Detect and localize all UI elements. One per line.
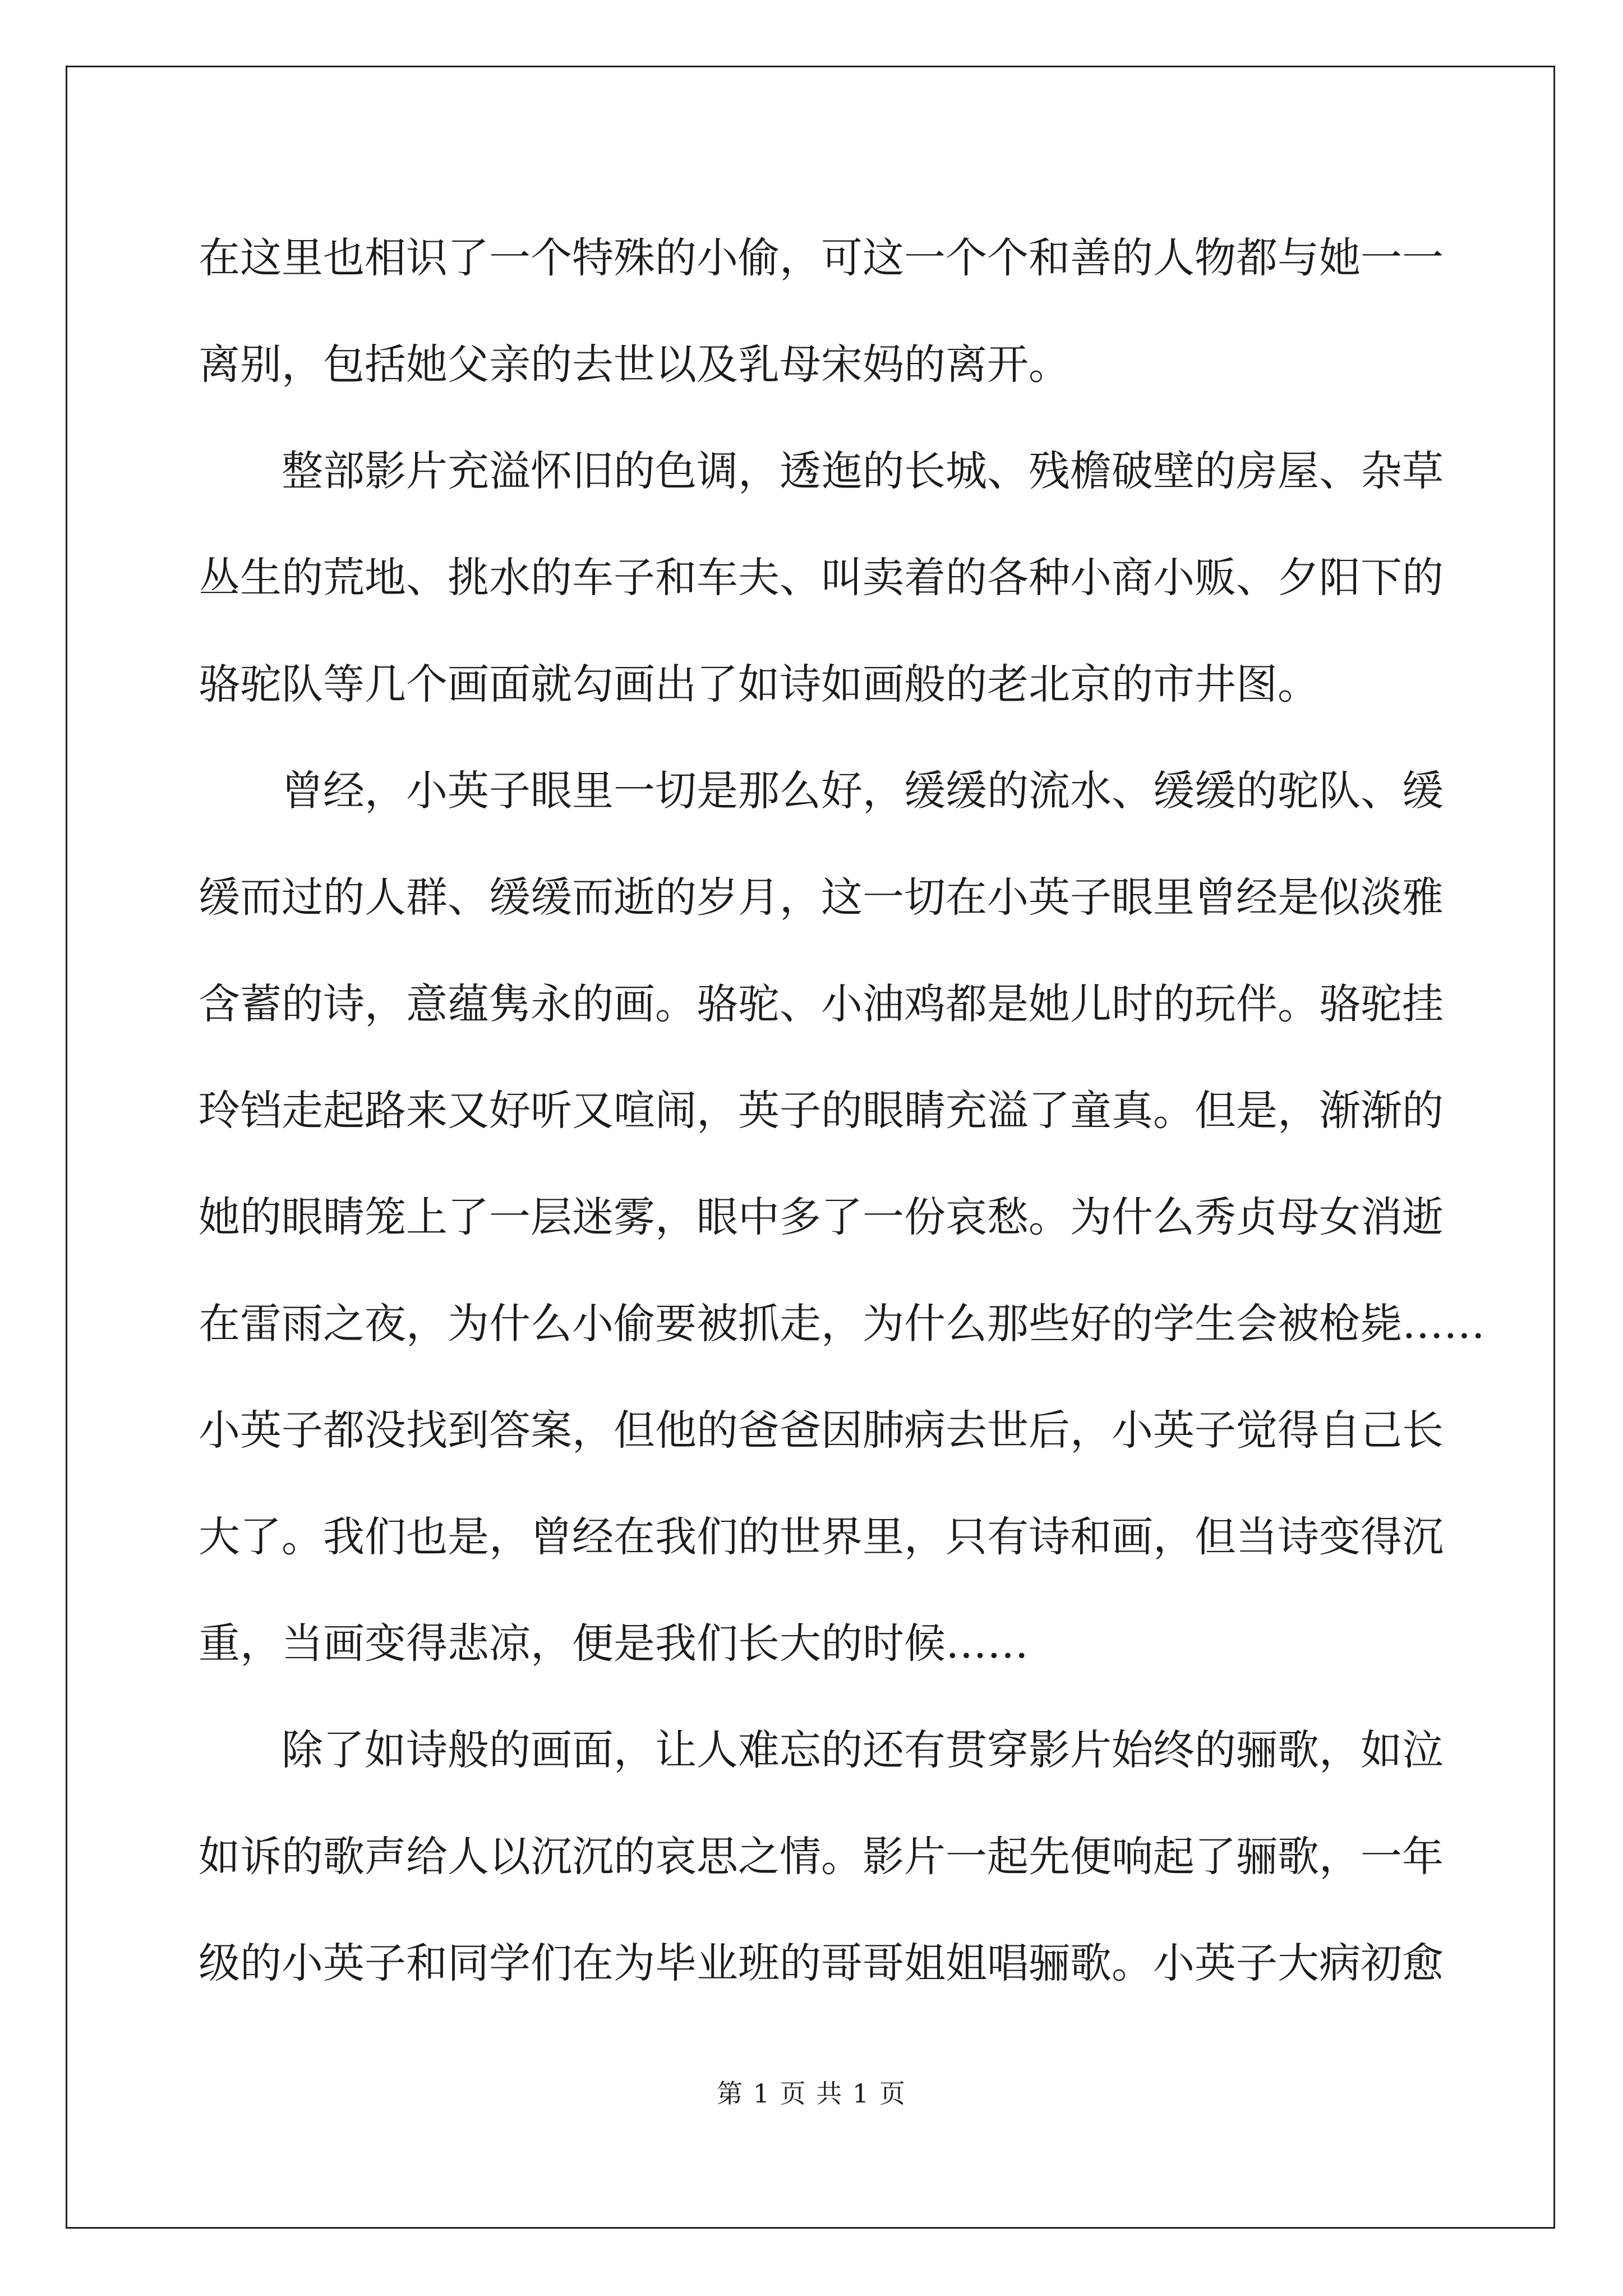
text-line: 级的小英子和同学们在为毕业班的哥哥姐姐唱骊歌。小英子大病初愈 — [199, 1939, 1444, 1987]
paragraph — [199, 205, 1444, 418]
text-line: 如诉的歌声给人以沉沉的哀思之情。影片一起先便响起了骊歌，一年 — [199, 1833, 1444, 1881]
text-line: 离别，包括她父亲的去世以及乳母宋妈的离开。 — [199, 341, 1070, 389]
text-line: 她的眼睛笼上了一层迷雾，眼中多了一份哀愁。为什么秀贞母女消逝 — [199, 1193, 1444, 1241]
paragraph — [199, 418, 1444, 738]
paragraph — [199, 738, 1485, 1697]
text-line: 在雷雨之夜，为什么小偷要被抓走，为什么那些好的学生会被枪毙…… — [199, 1300, 1485, 1348]
text-line: 整部影片充溢怀旧的色调，透迤的长城、残檐破壁的房屋、杂草 — [282, 447, 1444, 495]
text-line: 在这里也相识了一个特殊的小偷，可这一个个和善的人物都与她一一 — [199, 234, 1444, 282]
paragraph — [199, 1697, 1444, 2017]
page-footer: 第 1 页 共 1 页 — [717, 2078, 906, 2109]
text-line: 曾经，小英子眼里一切是那么好，缓缓的流水、缓缓的驼队、缓 — [282, 767, 1444, 815]
text-line: 小英子都没找到答案，但他的爸爸因肺病去世后，小英子觉得自己长 — [199, 1406, 1444, 1455]
text-line: 大了。我们也是，曾经在我们的世界里，只有诗和画，但当诗变得沉 — [199, 1513, 1444, 1561]
document-body — [199, 205, 1485, 2017]
text-line: 重，当画变得悲凉，便是我们长大的时候…… — [199, 1619, 1029, 1668]
text-line: 玲铛走起路来又好听又喧闹，英子的眼睛充溢了童真。但是，渐渐的 — [199, 1087, 1444, 1135]
text-line: 缓而过的人群、缓缓而逝的岁月，这一切在小英子眼里曾经是似淡雅 — [199, 873, 1444, 922]
text-line: 除了如诗般的画面，让人难忘的还有贯穿影片始终的骊歌，如泣 — [282, 1726, 1444, 1774]
text-line: 骆驼队等几个画面就勾画出了如诗如画般的老北京的市井图。 — [199, 660, 1319, 708]
text-line: 含蓄的诗，意蕴隽永的画。骆驼、小油鸡都是她儿时的玩伴。骆驼挂 — [199, 980, 1444, 1028]
text-line: 丛生的荒地、挑水的车子和车夫、叫卖着的各种小商小贩、夕阳下的 — [199, 554, 1444, 602]
